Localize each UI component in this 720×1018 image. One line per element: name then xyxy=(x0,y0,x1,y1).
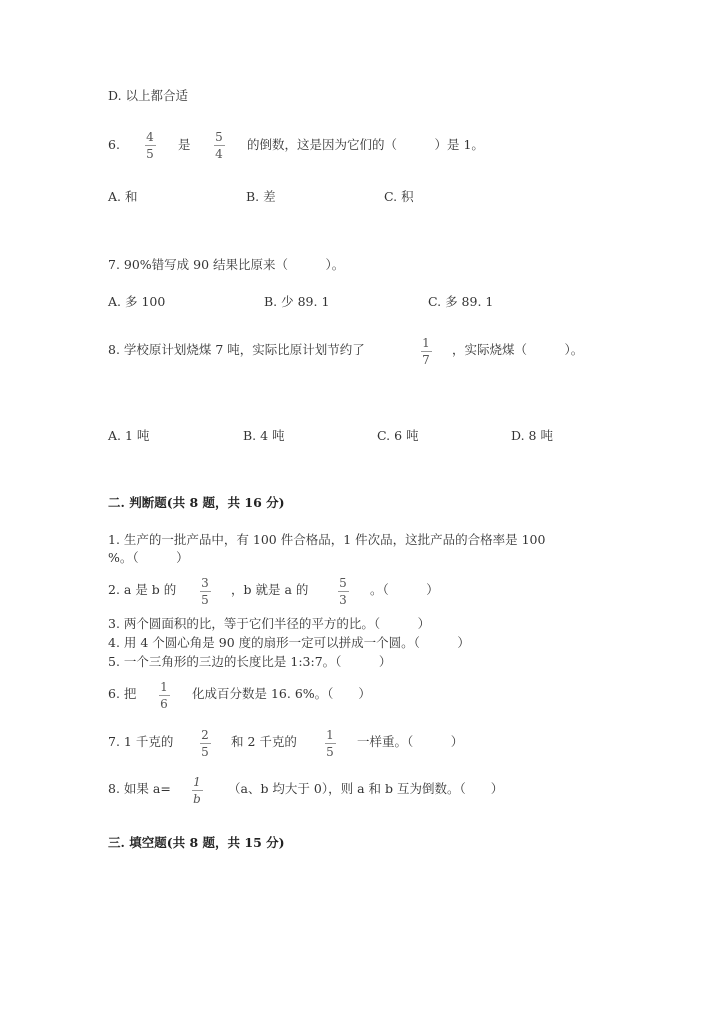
option-c[interactable]: C. 6 吨 xyxy=(377,428,419,443)
fraction xyxy=(322,728,338,759)
q-text: 6. 把 xyxy=(108,686,137,701)
option-a[interactable]: A. 多 100 xyxy=(108,294,166,309)
denominator: 5 xyxy=(201,745,209,759)
q-text: 8. 如果 a= xyxy=(108,781,171,796)
fraction xyxy=(142,130,158,161)
q-text: ，实际烧煤（ ）。 xyxy=(452,342,584,357)
denominator: 7 xyxy=(422,353,430,367)
denominator: 4 xyxy=(215,147,223,161)
numerator: 3 xyxy=(201,576,209,590)
fraction xyxy=(211,130,227,161)
section-title: 二. 判断题(共 8 题，共 16 分) xyxy=(108,495,285,510)
q-text: 2. a 是 b 的 xyxy=(108,582,177,597)
numerator: 1 xyxy=(193,775,201,789)
q-text: 。（ ） xyxy=(370,582,439,597)
judge-q1-line2: %。（ ） xyxy=(108,550,189,565)
fraction xyxy=(335,576,351,607)
q-text: 的倒数，这是因为它们的（ ）是 1。 xyxy=(247,137,484,152)
fraction xyxy=(197,728,213,759)
section-title: 三. 填空题(共 8 题，共 15 分) xyxy=(108,835,285,850)
option-b[interactable]: B. 差 xyxy=(246,189,276,204)
q-text: ，b 就是 a 的 xyxy=(231,582,309,597)
numerator: 1 xyxy=(422,336,430,350)
option-d-prev: D. 以上都合适 xyxy=(108,88,189,103)
q-text: 一样重。（ ） xyxy=(357,734,464,749)
denominator: 6 xyxy=(160,697,168,711)
option-a[interactable]: A. 1 吨 xyxy=(108,428,150,443)
q-number: 6. xyxy=(108,137,120,152)
judge-q3: 3. 两个圆面积的比，等于它们半径的平方的比。（ ） xyxy=(108,616,431,631)
judge-q1-line1: 1. 生产的一批产品中，有 100 件合格品，1 件次品，这批产品的合格率是 100 xyxy=(108,532,546,547)
option-b[interactable]: B. 少 89. 1 xyxy=(264,294,330,309)
denominator: 5 xyxy=(326,745,334,759)
q-text: 是 xyxy=(178,137,191,152)
numerator: 2 xyxy=(201,728,209,742)
denominator: b xyxy=(193,792,201,806)
fraction xyxy=(189,775,205,806)
option-c[interactable]: C. 积 xyxy=(384,189,414,204)
fraction xyxy=(418,336,434,367)
q-text: （a、b 均大于 0），则 a 和 b 互为倒数。（ ） xyxy=(228,781,504,796)
numerator: 1 xyxy=(160,680,168,694)
option-a[interactable]: A. 和 xyxy=(108,189,138,204)
q-text: 8. 学校原计划烧煤 7 吨，实际比原计划节约了 xyxy=(108,342,365,357)
option-c[interactable]: C. 多 89. 1 xyxy=(428,294,494,309)
fraction xyxy=(156,680,172,711)
numerator: 5 xyxy=(339,576,347,590)
q-text: 7. 90%错写成 90 结果比原来（ ）。 xyxy=(108,257,345,272)
q-text: 化成百分数是 16. 6%。（ ） xyxy=(192,686,371,701)
option-b[interactable]: B. 4 吨 xyxy=(243,428,285,443)
judge-q5: 5. 一个三角形的三边的长度比是 1:3:7。（ ） xyxy=(108,654,392,669)
q-text: 7. 1 千克的 xyxy=(108,734,174,749)
q-text: 和 2 千克的 xyxy=(231,734,297,749)
denominator: 5 xyxy=(201,593,209,607)
fraction xyxy=(197,576,213,607)
denominator: 5 xyxy=(146,147,154,161)
denominator: 3 xyxy=(339,593,347,607)
judge-q4: 4. 用 4 个圆心角是 90 度的扇形一定可以拼成一个圆。（ ） xyxy=(108,635,470,650)
option-d[interactable]: D. 8 吨 xyxy=(511,428,553,443)
numerator: 4 xyxy=(146,130,154,144)
numerator: 1 xyxy=(326,728,334,742)
numerator: 5 xyxy=(215,130,223,144)
